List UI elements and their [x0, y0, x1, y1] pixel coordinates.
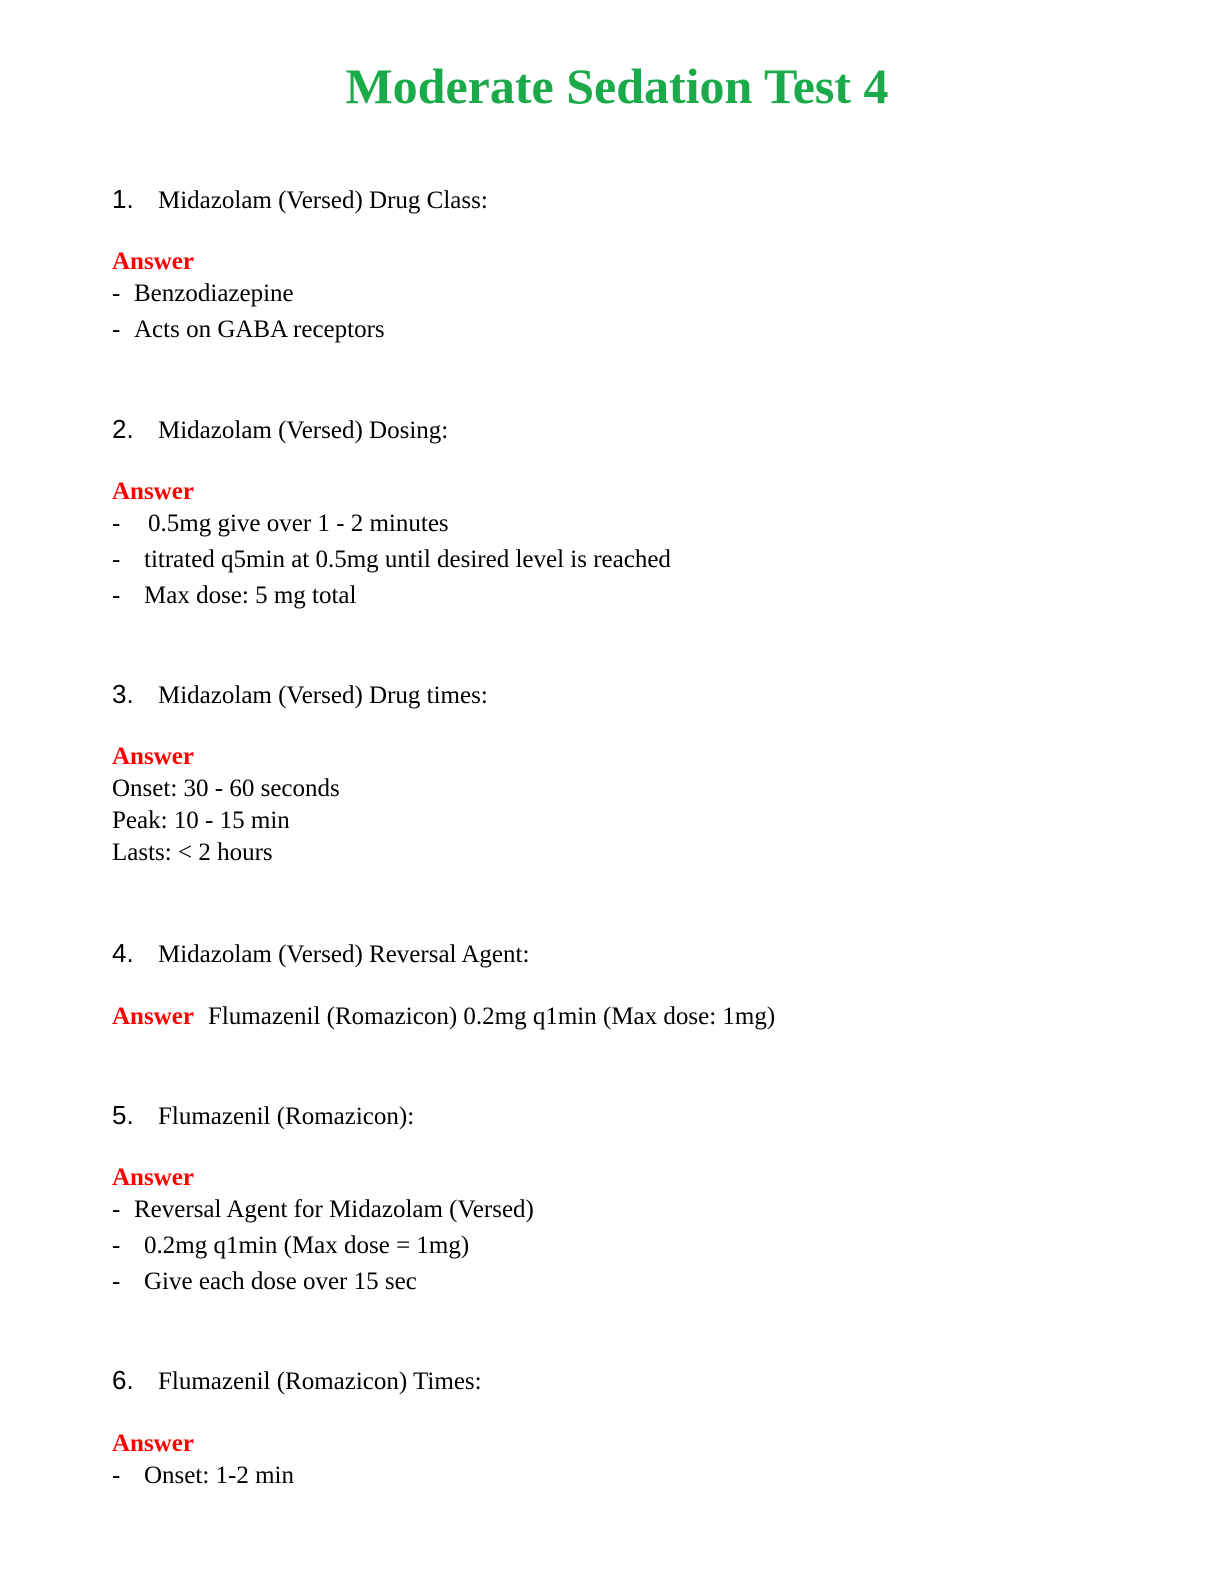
question-number: 2. — [112, 414, 134, 444]
answer-line — [112, 314, 385, 346]
bullet-dash: - — [112, 1196, 121, 1223]
question-text: Flumazenil (Romazicon) Times: — [158, 1368, 482, 1395]
question-text: Midazolam (Versed) Drug Class: — [158, 187, 488, 214]
answer-line-text: 0.2mg q1min (Max dose = 1mg) — [144, 1232, 470, 1259]
answer-line-text: titrated q5min at 0.5mg until desired level is reached — [144, 546, 671, 573]
bullet-dash: - — [112, 316, 121, 343]
question-text: Flumazenil (Romazicon): — [158, 1103, 415, 1130]
answer-line-text: Max dose: 5 mg total — [144, 582, 357, 609]
answer-line — [112, 1230, 469, 1262]
answer-label: Answer — [112, 478, 194, 505]
answer-label: Answer — [112, 743, 194, 770]
bullet-dash: - — [112, 510, 121, 537]
answer-line — [112, 1194, 534, 1226]
answer-line — [112, 278, 294, 310]
answer-line — [112, 1266, 417, 1298]
answer-label: Answer — [112, 1003, 194, 1030]
question-text: Midazolam (Versed) Dosing: — [158, 417, 449, 444]
bullet-dash: - — [112, 546, 121, 573]
question-2 — [112, 412, 1162, 448]
question-3 — [112, 677, 1162, 713]
answer-line-text: Reversal Agent for Midazolam (Versed) — [134, 1196, 534, 1223]
question-number: 1. — [112, 184, 134, 214]
answer-line-text: Give each dose over 15 sec — [144, 1268, 417, 1295]
question-1 — [112, 182, 1162, 218]
question-number: 5. — [112, 1100, 134, 1130]
answer-line: Lasts: < 2 hours — [112, 839, 273, 866]
answer-label: Answer — [112, 248, 194, 275]
bullet-dash: - — [112, 1232, 121, 1259]
answer-line: Peak: 10 - 15 min — [112, 807, 290, 834]
answer-line-text: Acts on GABA receptors — [134, 316, 385, 343]
answer-line-text: 0.5mg give over 1 - 2 minutes — [148, 510, 449, 537]
answer-line — [112, 508, 449, 540]
bullet-dash: - — [112, 582, 121, 609]
bullet-dash: - — [112, 280, 121, 307]
question-5 — [112, 1098, 1162, 1134]
question-number: 6. — [112, 1365, 134, 1395]
answer-inline — [112, 1001, 775, 1033]
document-title: Moderate Sedation Test 4 — [345, 58, 889, 114]
answer-text: Flumazenil (Romazicon) 0.2mg q1min (Max dose: 1mg) — [207, 1003, 776, 1030]
question-text: Midazolam (Versed) Drug times: — [158, 682, 488, 709]
question-text: Midazolam (Versed) Reversal Agent: — [158, 941, 530, 968]
question-number: 3. — [112, 679, 134, 709]
bullet-dash: - — [112, 1462, 121, 1489]
answer-line — [112, 580, 356, 612]
question-4 — [112, 936, 1162, 972]
answer-line-text: Benzodiazepine — [134, 280, 294, 307]
answer-label: Answer — [112, 1164, 194, 1191]
question-6 — [112, 1363, 1162, 1399]
answer-line — [112, 544, 671, 576]
answer-line: Onset: 30 - 60 seconds — [112, 775, 340, 802]
bullet-dash: - — [112, 1268, 121, 1295]
question-number: 4. — [112, 938, 134, 968]
answer-label: Answer — [112, 1430, 194, 1457]
answer-line — [112, 1460, 294, 1492]
answer-line-text: Onset: 1-2 min — [144, 1462, 294, 1489]
